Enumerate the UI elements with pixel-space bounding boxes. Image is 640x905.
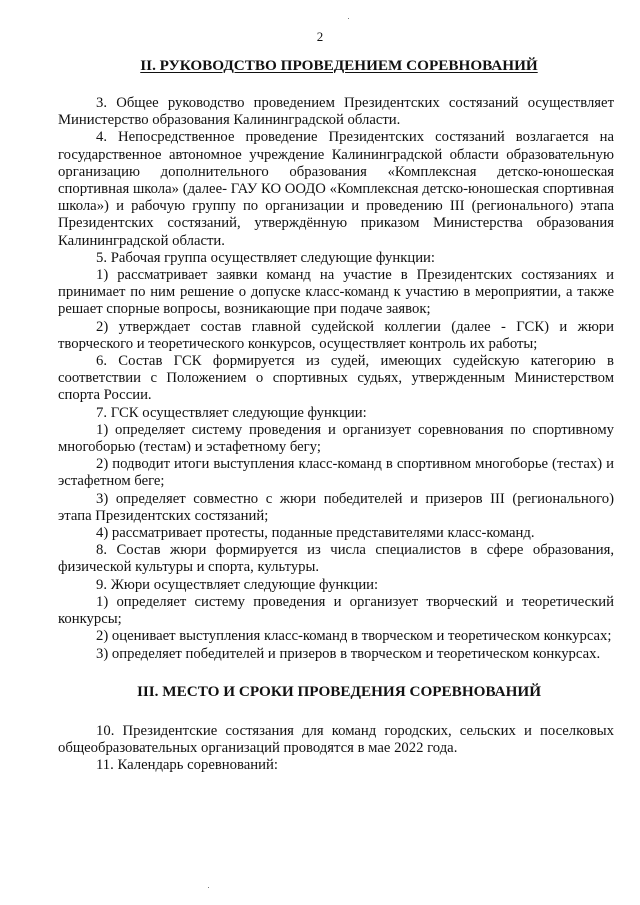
paragraph-7-item-3: 3) определяет совместно с жюри победителей и призеров III (регионального) этапа Президентских состязаний; [58, 490, 614, 524]
paragraph-9-item-1: 1) определяет систему проведения и организует творческий и теоретический конкурсы; [58, 593, 614, 628]
scan-speck [208, 887, 209, 888]
page-number: 2 [316, 29, 324, 44]
paragraph-10: 10. Президентские состязания для команд городских, сельских и поселковых общеобразовательных организаций проводятся в мае 2022 года. [58, 722, 614, 756]
paragraph-9-item-2: 2) оценивает выступления класс-команд в творческом и теоретическом конкурсах; [96, 628, 612, 645]
paragraph-5: 5. Рабочая группа осуществляет следующие функции: [96, 249, 435, 266]
paragraph-7: 7. ГСК осуществляет следующие функции: [96, 404, 367, 421]
paragraph-5-item-2: 2) утверждает состав главной судейской коллегии (далее - ГСК) и жюри творческого и теоретического конкурсов, осуществляет контроль их работы; [58, 318, 614, 352]
paragraph-8: 8. Состав жюри формируется из числа специалистов в сфере образования, физической культуры и спорта, культуры. [58, 542, 614, 576]
paragraph-5-item-1: 1) рассматривает заявки команд на участие в Президентских состязаниях и принимает по ним решение о допуске класс-команд к участию в мероприятии, а также решает спорные вопросы, возникающие при подаче заявок; [58, 267, 614, 318]
paragraph-9: 9. Жюри осуществляет следующие функции: [96, 576, 379, 593]
scan-speck [348, 18, 349, 19]
section-3-title: III. МЕСТО И СРОКИ ПРОВЕДЕНИЯ СОРЕВНОВАНИЙ [136, 682, 542, 700]
paragraph-7-item-4: 4) рассматривает протесты, поданные представителями класс-команд. [96, 525, 535, 542]
paragraph-7-item-1: 1) определяет систему проведения и организует соревнования по спортивному многоборью (тестам) и эстафетному бегу; [58, 421, 614, 456]
paragraph-7-item-2: 2) подводит итоги выступления класс-команд в спортивном многоборье (тестах) и эстафетном беге; [58, 456, 614, 490]
paragraph-6: 6. Состав ГСК формируется из судей, имеющих судейскую категорию в соответствии с Положением о спортивных судьях, утвержденным Министерством спорта России. [58, 353, 614, 404]
section-2-title: II. РУКОВОДСТВО ПРОВЕДЕНИЕМ СОРЕВНОВАНИЙ [140, 57, 538, 74]
paragraph-3: 3. Общее руководство проведением Президентских состязаний осуществляет Министерство образования Калининградской области. [58, 95, 614, 129]
paragraph-9-item-3: 3) определяет победителей и призеров в творческом и теоретическом конкурсах. [96, 645, 601, 662]
document-body [58, 57, 614, 774]
paragraph-4: 4. Непосредственное проведение Президентских состязаний возлагается на государственное автономное учреждение Калининградской области образовательную организацию дополнительного образования «Комплексная детско-юношеская спортивная школа» (далее- ГАУ КО ООДО «Комплексная детско-юношеская спортивная школа») и рабочую группу по организации и проведению III (регионального) этапа Президентских состязаний, утверждённую приказом Министерства образования Калининградской области. [58, 129, 614, 249]
paragraph-11: 11. Календарь соревнований: [96, 757, 278, 774]
